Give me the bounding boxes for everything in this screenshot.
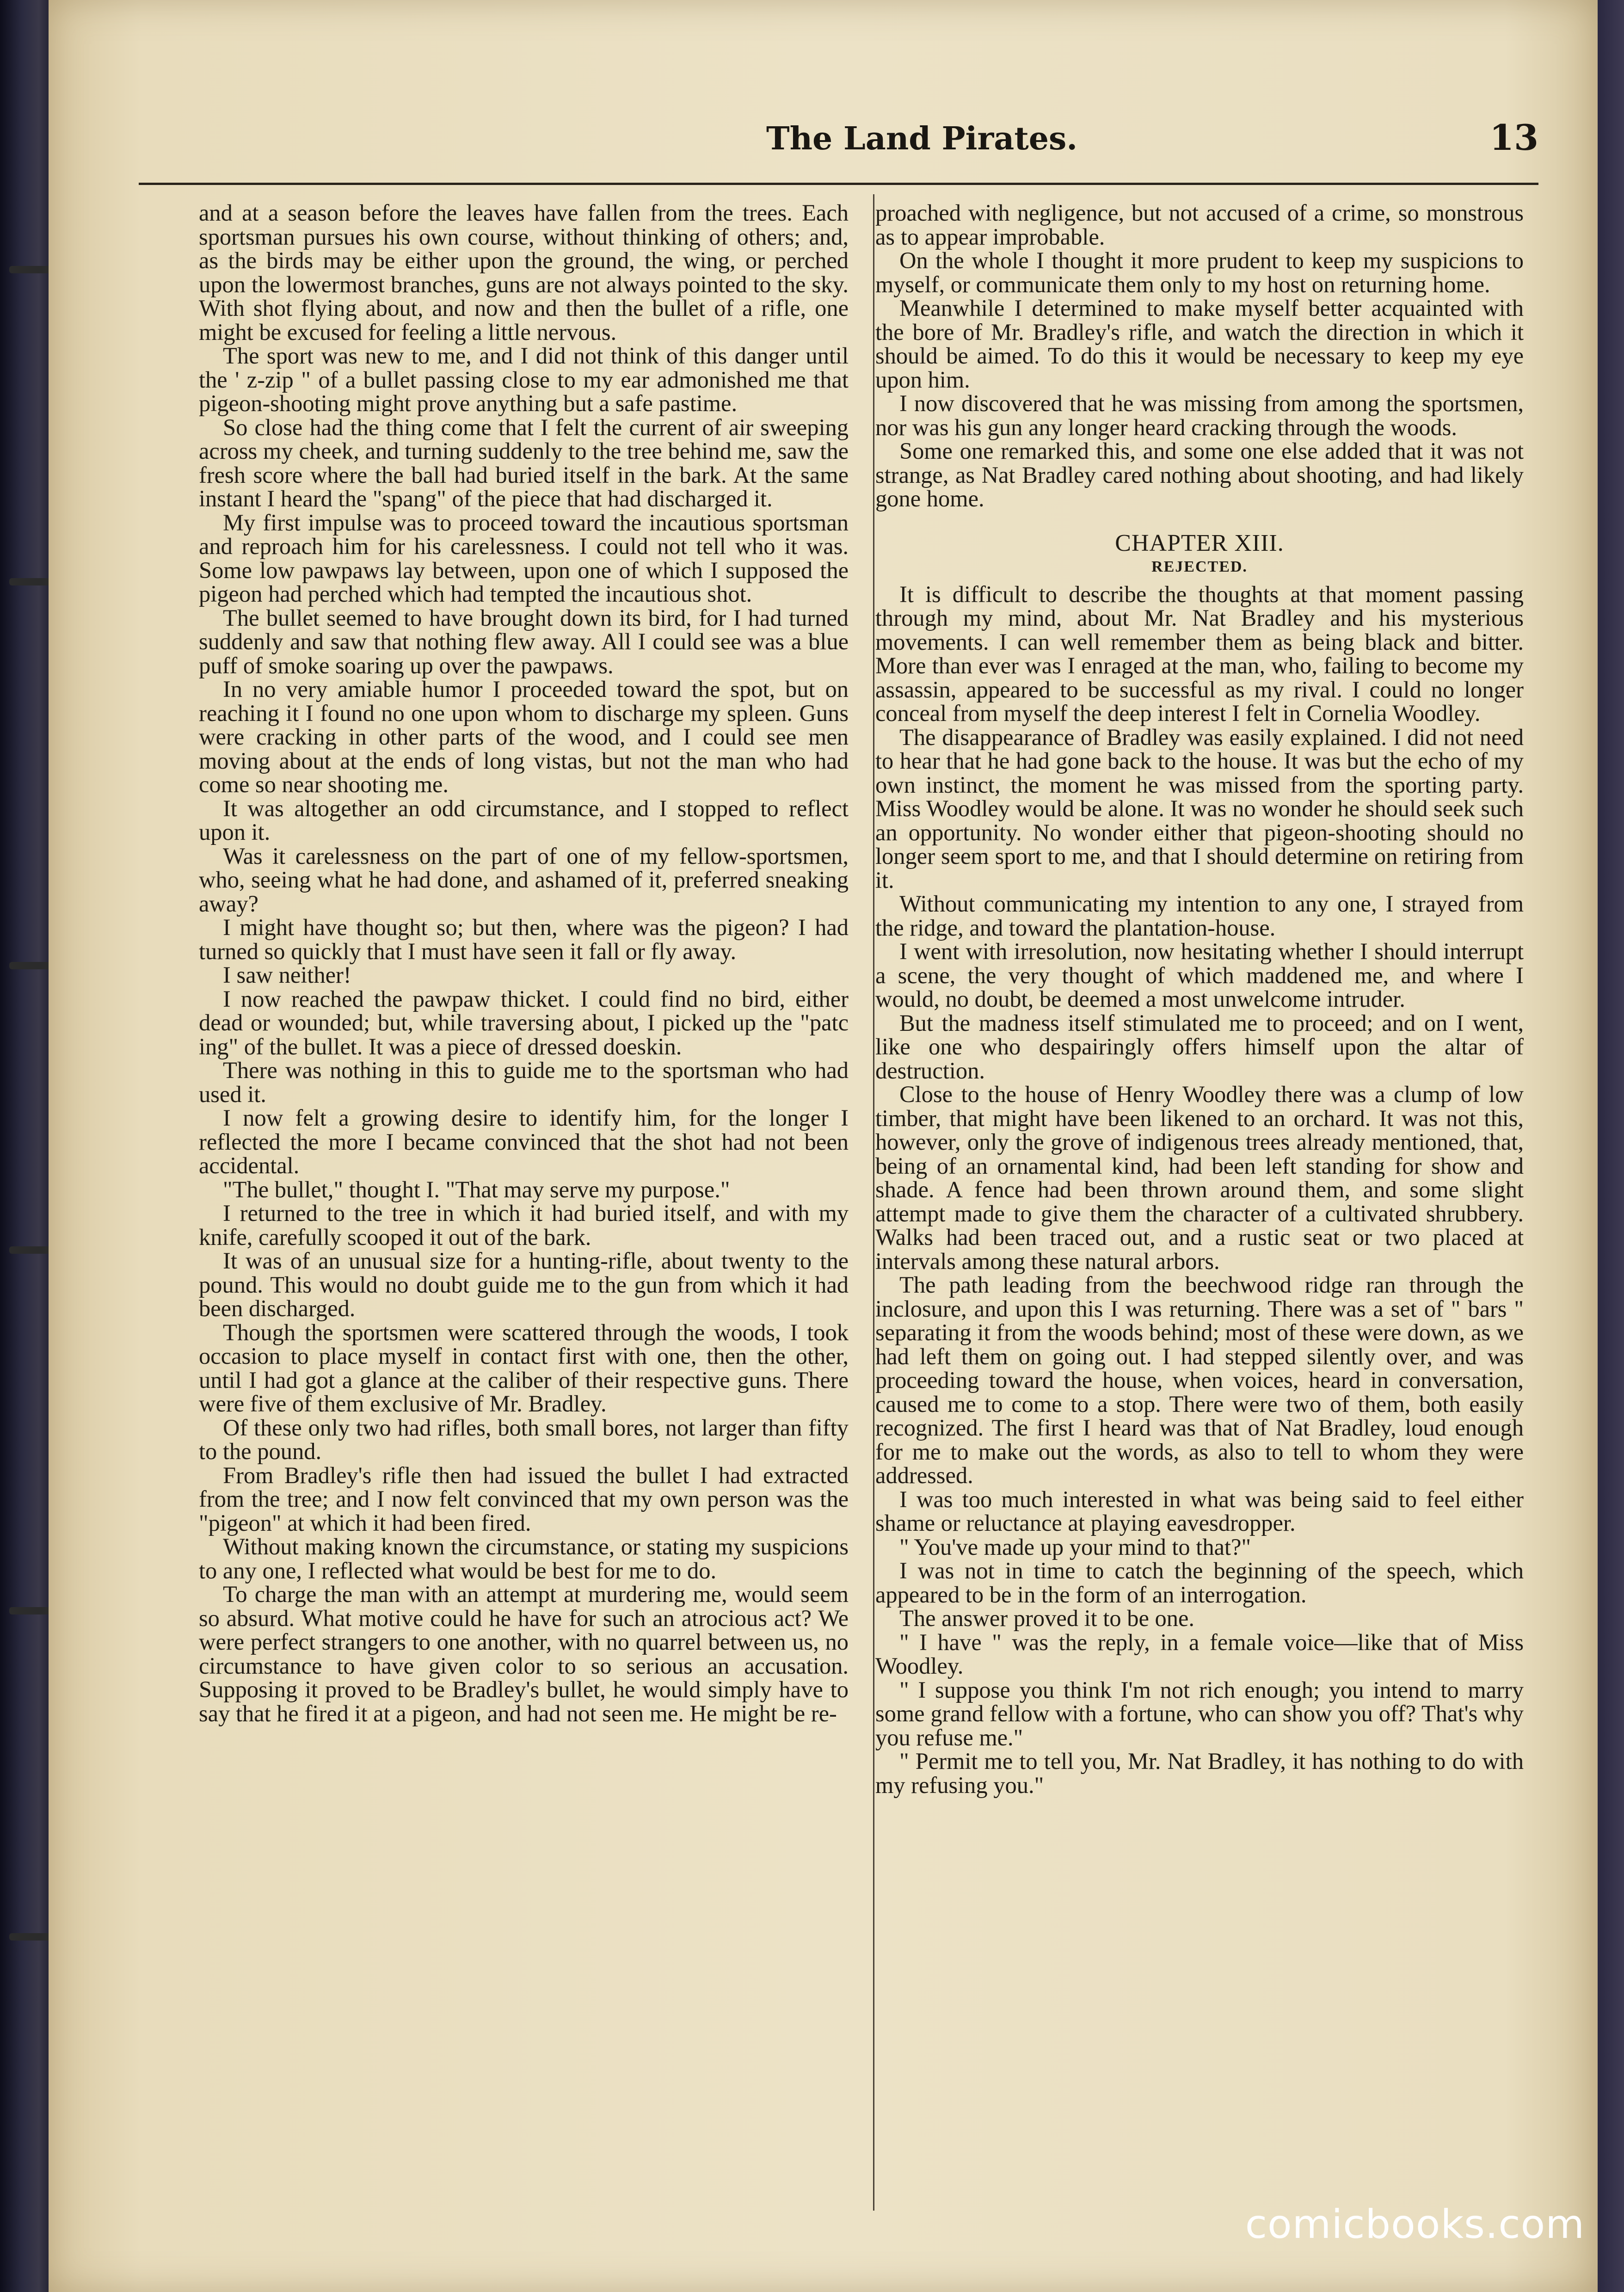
binding-stitch <box>9 1246 53 1254</box>
paragraph: To charge the man with an attempt at murdering me, would seem so absurd. What motive could he have for such an atrocious act? We were perfect strangers to one another, with no quarrel between us, no circumstance to have given color to so serious an accusation. Supposing it proved to be Bradley's bullet, he would simply have to say that he fired it at a pigeon, and had not seen me. He might be re- <box>199 1581 849 1726</box>
watermark: comicbooks.com <box>1245 2201 1585 2248</box>
paragraph: Close to the house of Henry Woodley there was a clump of low timber, that might have been likened to an orchard. It was not this, however, only the grove of indigenous trees already mentioned, that, being of an ornamental kind, had been left standing for show and shade. A fence had been thrown around them, and some slight attempt made to give them the character of a cultivated shrubbery. Walks had been traced out, and a rustic seat or two placed at intervals among these natural arbors. <box>875 1081 1524 1274</box>
paragraph: I went with irresolution, now hesitating whether I should interrupt a scene, the very thought of which maddened me, and where I would, no doubt, be deemed a most unwelcome intruder. <box>875 938 1524 1012</box>
paragraph: There was nothing in this to guide me to the sportsman who had used it. <box>199 1057 849 1107</box>
page-edge-shadow <box>1598 0 1624 2292</box>
paragraph: Of these only two had rifles, both small bores, not larger than fifty to the pound. <box>199 1414 849 1464</box>
paragraph: I saw neither! <box>223 962 351 988</box>
paragraph: Without communicating my intention to any one, I strayed from the ridge, and toward the plantation-house. <box>875 891 1524 941</box>
paragraph: The path leading from the beechwood ridge ran through the inclosure, and upon this I was returning. There was a set of " bars " separating it from the woods behind; most of these were down, as we had left them on going out. I had stepped silently over, and was proceeding toward the house, when voices, heard in conversation, caused me to come to a stop. There were two of them, both easily recognized. The first I heard was that of Nat Bradley, loud enough for me to make out the words, as also to tell to whom they were addressed. <box>875 1272 1524 1488</box>
page-number: 13 <box>1489 117 1538 158</box>
paragraph: "The bullet," thought I. "That may serve my purpose." <box>223 1176 730 1202</box>
paragraph: Some one remarked this, and some one else added that it was not strange, as Nat Bradley cared nothing about shooting, and had likely gone home. <box>875 438 1524 511</box>
paragraph: I returned to the tree in which it had buried itself, and with my knife, carefully scooped it out of the bark. <box>199 1200 849 1250</box>
paragraph: Meanwhile I determined to make myself better acquainted with the bore of Mr. Bradley's rifle, and watch the direction in which it should be aimed. To do this it would be necessary to keep my eye upon him. <box>875 295 1524 393</box>
paragraph: It is difficult to describe the thoughts at that moment passing through my mind, about Mr. Nat Bradley and his mysterious movements. I can well remember them as being black and bitter. More than ever was I enraged at the man, who, failing to become my assassin, appeared to be successful as my rival. I could no longer conceal from myself the deep interest I felt in Cornelia Woodley. <box>875 581 1524 726</box>
right-column <box>875 201 1524 2208</box>
page-header <box>139 109 1538 178</box>
paragraph: and at a season before the leaves have fallen from the trees. Each sportsman pursues his own course, without thinking of others; and, as the birds may be either upon the ground, the wing, or perched upon the lowermost branches, guns are not always pointed to the sky. With shot flying about, and now and then the bullet of a rifle, one might be excused for feeling a little nervous. <box>199 201 849 345</box>
paragraph: Though the sportsmen were scattered through the woods, I took occasion to place myself in contact first with one, then the other, until I had got a glance at the caliber of their respective guns. There were five of them exclusive of Mr. Bradley. <box>199 1319 849 1417</box>
paragraph: " Permit me to tell you, Mr. Nat Bradley, it has nothing to do with my refusing you." <box>875 1748 1524 1798</box>
paragraph: From Bradley's rifle then had issued the bullet I had extracted from the tree; and I now felt convinced that my own person was the "pigeon" at which it had been fired. <box>199 1462 849 1536</box>
paragraph: I was not in time to catch the beginning of the speech, which appeared to be in the form of an interrogation. <box>875 1558 1524 1608</box>
binding-stitch <box>9 1607 53 1614</box>
paragraph: " You've made up your mind to that?" <box>899 1534 1251 1560</box>
running-title: The Land Pirates. <box>766 120 1077 157</box>
header-rule <box>139 183 1538 185</box>
chapter-subtitle: REJECTED. <box>1151 558 1248 575</box>
paragraph: On the whole I thought it more prudent to keep my suspicions to myself, or communicate them only to my host on returning home. <box>875 247 1524 297</box>
binding-stitch <box>9 962 53 969</box>
left-column <box>199 201 849 2208</box>
paragraph: In no very amiable humor I proceeded toward the spot, but on reaching it I found no one upon whom to discharge my spleen. Guns were cracking in other parts of the wood, and I could see men moving about at the ends of long vistas, but not the man who had come so near shooting me. <box>199 676 849 797</box>
paragraph: Was it carelessness on the part of one of my fellow-sportsmen, who, seeing what he had done, and ashamed of it, preferred sneaking away? <box>199 843 849 917</box>
book-binding <box>0 0 55 2292</box>
paragraph: The bullet seemed to have brought down its bird, for I had turned suddenly and saw that nothing flew away. All I could see was a blue puff of smoke soaring up over the pawpaws. <box>199 604 849 678</box>
paragraph: The sport was new to me, and I did not think of this danger until the ' z-zip " of a bullet passing close to my ear admonished me that pigeon-shooting might prove anything but a safe pastime. <box>199 343 849 416</box>
paragraph: I now reached the pawpaw thicket. I could find no bird, either dead or wounded; but, while traversing about, I picked up the "patc ing" of the bullet. It was a piece of dressed doeskin. <box>199 986 849 1060</box>
binding-stitch <box>9 578 53 585</box>
paragraph: It was altogether an odd circumstance, and I stopped to reflect upon it. <box>199 795 849 845</box>
paragraph: proached with negligence, but not accused of a crime, so monstrous as to appear improbable. <box>875 201 1524 250</box>
paragraph: I was too much interested in what was being said to feel either shame or reluctance at playing eavesdropper. <box>875 1486 1524 1536</box>
paragraph: I now felt a growing desire to identify him, for the longer I reflected the more I became convinced that the shot had not been accidental. <box>199 1105 849 1178</box>
paragraph: The disappearance of Bradley was easily explained. I did not need to hear that he had gone back to the house. It was but the echo of my own instinct, the moment he was missed from the sporting party. Miss Woodley would be alone. It was no wonder he should seek such an opportunity. No wonder either that pigeon-shooting should no longer seem sport to me, and that I should determine on retiring from it. <box>875 724 1524 893</box>
paragraph: I might have thought so; but then, where was the pigeon? I had turned so quickly that I must have seen it fall or fly away. <box>199 914 849 964</box>
paragraph: I now discovered that he was missing from among the sportsmen, nor was his gun any longer heard cracking through the woods. <box>875 390 1524 440</box>
binding-stitch <box>9 266 53 273</box>
paragraph: " I have " was the reply, in a female voice—like that of Miss Woodley. <box>875 1629 1524 1679</box>
chapter-title: CHAPTER XIII. <box>1115 530 1284 556</box>
paragraph: But the madness itself stimulated me to proceed; and on I went, like one who despairingly offers himself upon the altar of destruction. <box>875 1010 1524 1084</box>
paragraph: " I suppose you think I'm not rich enough; you intend to marry some grand fellow with a fortune, who can show you off? That's why you refuse me." <box>875 1676 1524 1750</box>
paragraph: It was of an unusual size for a hunting-rifle, about twenty to the pound. This would no doubt guide me to the gun from which it had been discharged. <box>199 1248 849 1321</box>
paragraph: Without making known the circumstance, or stating my suspicions to any one, I reflected what would be best for me to do. <box>199 1534 849 1583</box>
column-divider <box>873 194 874 2211</box>
paragraph: The answer proved it to be one. <box>899 1605 1195 1631</box>
binding-stitch <box>9 1933 53 1941</box>
paragraph: So close had the thing come that I felt the current of air sweeping across my cheek, and turning suddenly to the tree behind me, saw the fresh score where the ball had buried itself in the bark. At the same instant I heard the "spang" of the piece that had discharged it. <box>199 414 849 511</box>
paragraph: My first impulse was to proceed toward the incautious sportsman and reproach him for his carelessness. I could not tell who it was. Some low pawpaws lay between, upon one of which I supposed the pigeon had perched which had tempted the incautious shot. <box>199 509 849 607</box>
